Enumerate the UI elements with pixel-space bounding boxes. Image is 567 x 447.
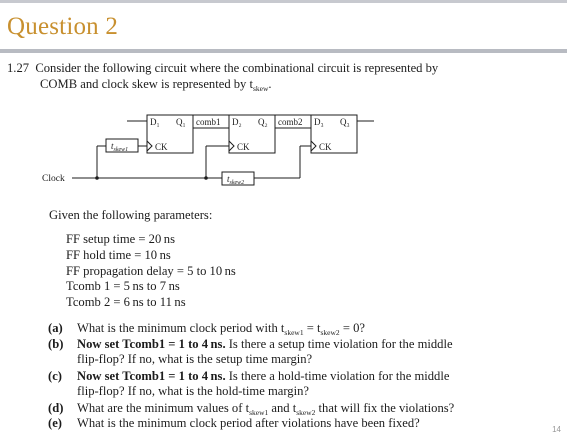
question-e-text: What is the minimum clock period after violations have been fixed? xyxy=(77,416,420,430)
problem-line-2: COMB and clock skew is represented by $t_{skew}$. xyxy=(40,77,272,93)
slide-title: Question 2 xyxy=(7,13,119,40)
question-e-label: (e) xyxy=(48,416,62,430)
question-a-text: What is the minimum clock period with $t_{skew1} = t_{skew2} = 0$? xyxy=(77,321,365,337)
ff3-ck-label: CK xyxy=(319,142,332,152)
ff1-ck-label: CK xyxy=(155,142,168,152)
page-number: 14 xyxy=(552,425,561,434)
param-hold: FF hold time = 10 ns xyxy=(66,248,171,262)
question-d-label: (d) xyxy=(48,401,64,415)
question-a-label: (a) xyxy=(48,321,63,335)
question-c-line-1: Now set Tcomb1 = 1 to 4 ns. Is there a hold-time violation for the middle xyxy=(77,369,450,383)
comb1-label: comb1 xyxy=(196,117,221,127)
skew1-label: t xyxy=(111,141,114,151)
question-b-line-1: Now set Tcomb1 = 1 to 4 ns. Is there a setup time violation for the middle xyxy=(77,337,453,351)
ff1-d-label: D₁ xyxy=(150,117,160,127)
ff1-q-label: Q₁ xyxy=(176,117,186,127)
svg-text:tskew1 xyxy=(111,141,128,153)
circuit-diagram xyxy=(0,0,567,200)
question-b-label: (b) xyxy=(48,337,64,351)
param-setup: FF setup time = 20 ns xyxy=(66,232,175,246)
skew2-label: t xyxy=(227,174,230,184)
skew2-sub: skew2 xyxy=(229,180,245,186)
question-c-label: (c) xyxy=(48,369,62,383)
ff2-ck-label: CK xyxy=(237,142,250,152)
comb2-label: comb2 xyxy=(278,117,303,127)
ff2-d-label: D₂ xyxy=(232,117,242,127)
clock-label: Clock xyxy=(42,174,65,184)
param-tcomb2: Tcomb 2 = 6 ns to 11 ns xyxy=(66,295,186,309)
problem-text-1: Consider the following circuit where the combinational circuit is represented by xyxy=(35,61,439,75)
ff3-d-label: D₃ xyxy=(314,117,324,127)
question-c-line-2: flip-flop? If no, what is the hold-time margin? xyxy=(77,384,309,398)
ff2-q-label: Q₂ xyxy=(258,117,268,127)
param-prop-delay: FF propagation delay = 5 to 10 ns xyxy=(66,264,236,278)
given-heading: Given the following parameters: xyxy=(49,208,213,222)
svg-text:tskew2 xyxy=(227,174,244,186)
param-tcomb1: Tcomb 1 = 5 ns to 7 ns xyxy=(66,279,180,293)
question-d-text: What are the minimum values of $t_{skew1}$ and $t_{skew2}$ that will fix the violations? xyxy=(77,401,455,417)
question-b-line-2: flip-flop? If no, what is the setup time margin? xyxy=(77,352,313,366)
ff3-q-label: Q₃ xyxy=(340,117,350,127)
problem-number: 1.27 xyxy=(7,61,30,75)
skew1-sub: skew1 xyxy=(113,147,129,153)
